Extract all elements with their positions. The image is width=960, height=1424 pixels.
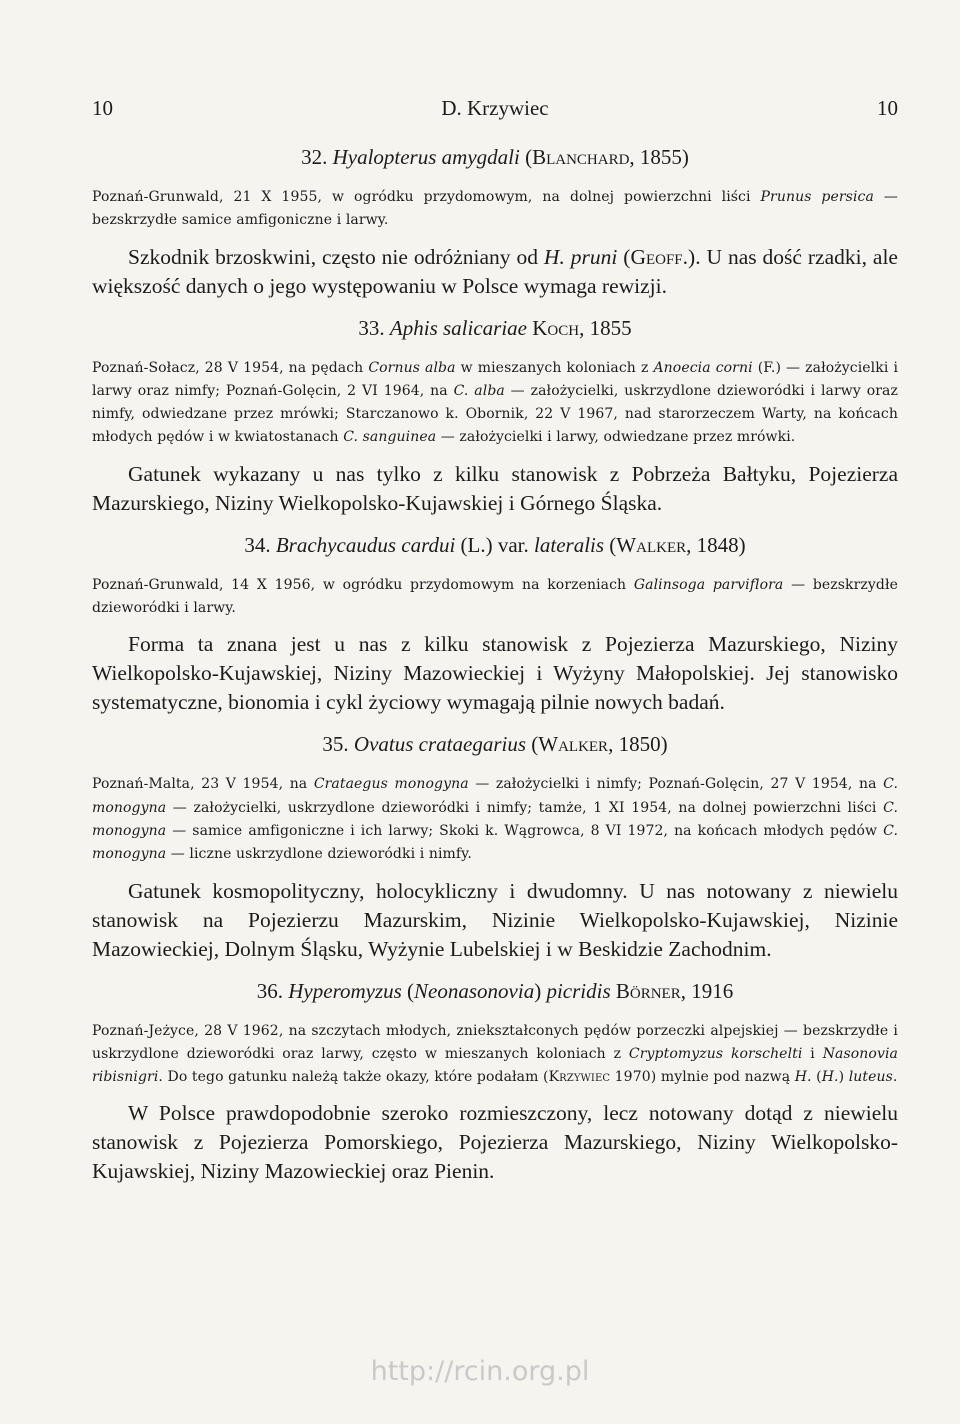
source-watermark: http://rcin.org.pl	[370, 1356, 590, 1387]
text-36: W Polsce prawdopodobnie szeroko rozmieszczony, lecz notowany dotąd z niewielu stanowisk z Pojezierza Pomorskiego, Pojezierza Mazurskiego, Niziny Wielkopolsko-Kujawskiej, Niziny Mazowieckiej oraz Pienin.	[92, 1101, 898, 1184]
record-33: Poznań-Sołacz, 28 V 1954, na pędach Cornus alba w mieszanych koloniach z Anoecia corni (F.) — założycielki i larwy oraz nimfy; Poznań-Golęcin, 2 VI 1964, na C. alba — założycielki, uskrzydlone dzieworódki i larwy oraz nimfy, odwiedzane przez mrówki; Starczanowo k. Obornik, 22 V 1967, nad starorzeczem Warty, na końcach młodych pędów i w kwiatostanach C. sanguinea — założycielki i larwy, odwiedzane przez mrówki.	[92, 359, 899, 446]
species-heading-33: 33. Aphis salicariae Koch, 1855	[358, 315, 632, 340]
page-number-left: 10	[92, 96, 113, 120]
record-36: Poznań-Jeżyce, 28 V 1962, na szczytach młodych, zniekształconych pędów porzeczki alpejskiej — bezskrzydłe i uskrzydlone dzieworódki oraz larwy, często w mieszanych koloniach z Cryptomyzus korschelti i Nasonovia ribisnigri. Do tego gatunku należą także okazy, które podałam (Krzywiec 1970) mylnie pod nazwą H. (H.) luteus.	[92, 1022, 898, 1086]
text-34: Forma ta znana jest u nas z kilku stanowisk z Pojezierza Mazurskiego, Niziny Wielkopolsko-Kujawskiej, Niziny Mazowieckiej i Wyżyny Małopolskiej. Jej stanowisko systematyczne, bionomia i cykl życiowy wymagają pilnie nowych badań.	[92, 632, 898, 715]
record-34: Poznań-Grunwald, 14 X 1956, w ogródku przydomowym na korzeniach Galinsoga parviflora — bezskrzydłe dzieworódki i larwy.	[92, 576, 899, 617]
text-32: Szkodnik brzoskwini, często nie odróżniany od H. pruni (Geoff.). U nas dość rzadki, ale większość danych o jego występowaniu w Polsce wymaga rewizji.	[92, 244, 898, 298]
species-heading-34: 34. Brachycaudus cardui (L.) var. lateralis (Walker, 1848)	[244, 532, 746, 557]
page-body	[92, 142, 898, 1198]
species-heading-35: 35. Ovatus crataegarius (Walker, 1850)	[322, 732, 668, 757]
page-number-right: 10	[877, 96, 898, 120]
species-heading-36: 36. Hyperomyzus (Neonasonovia) picridis Börner, 1916	[256, 978, 734, 1003]
text-35: Gatunek kosmopolityczny, holocykliczny i dwudomny. U nas notowany z niewielu stanowisk na Pojezierzu Mazurskim, Nizinie Wielkopolsko-Kujawskiej, Nizinie Mazowieckiej, Dolnym Śląsku, Wyżynie Lubelskiej i w Beskidzie Zachodnim.	[92, 878, 898, 961]
text-33: Gatunek wykazany u nas tylko z kilku stanowisk z Pobrzeża Bałtyku, Pojezierza Mazurskiego, Niziny Wielkopolsko-Kujawskiej i Górnego Śląska.	[92, 461, 898, 515]
running-header	[92, 96, 898, 126]
record-32: Poznań-Grunwald, 21 X 1955, w ogródku przydomowym, na dolnej powierzchni liści Prunus persica — bezskrzydłe samice amfigoniczne i larwy.	[92, 189, 898, 229]
record-35: Poznań-Malta, 23 V 1954, na Crataegus monogyna — założycielki i nimfy; Poznań-Golęcin, 27 V 1954, na C. monogyna — założycielki, uskrzydlone dzieworódki i nimfy; tamże, 1 XI 1954, na dolnej powierzchni liści C. monogyna — samice amfigoniczne i ich larwy; Skoki k. Wągrowca, 8 VI 1972, na końcach młodych pędów C. monogyna — liczne uskrzydlone dzieworódki i nimfy.	[92, 776, 898, 863]
species-heading-32: 32. Hyalopterus amygdali (Blanchard, 1855)	[301, 145, 689, 169]
running-author: D. Krzywiec	[441, 96, 549, 120]
